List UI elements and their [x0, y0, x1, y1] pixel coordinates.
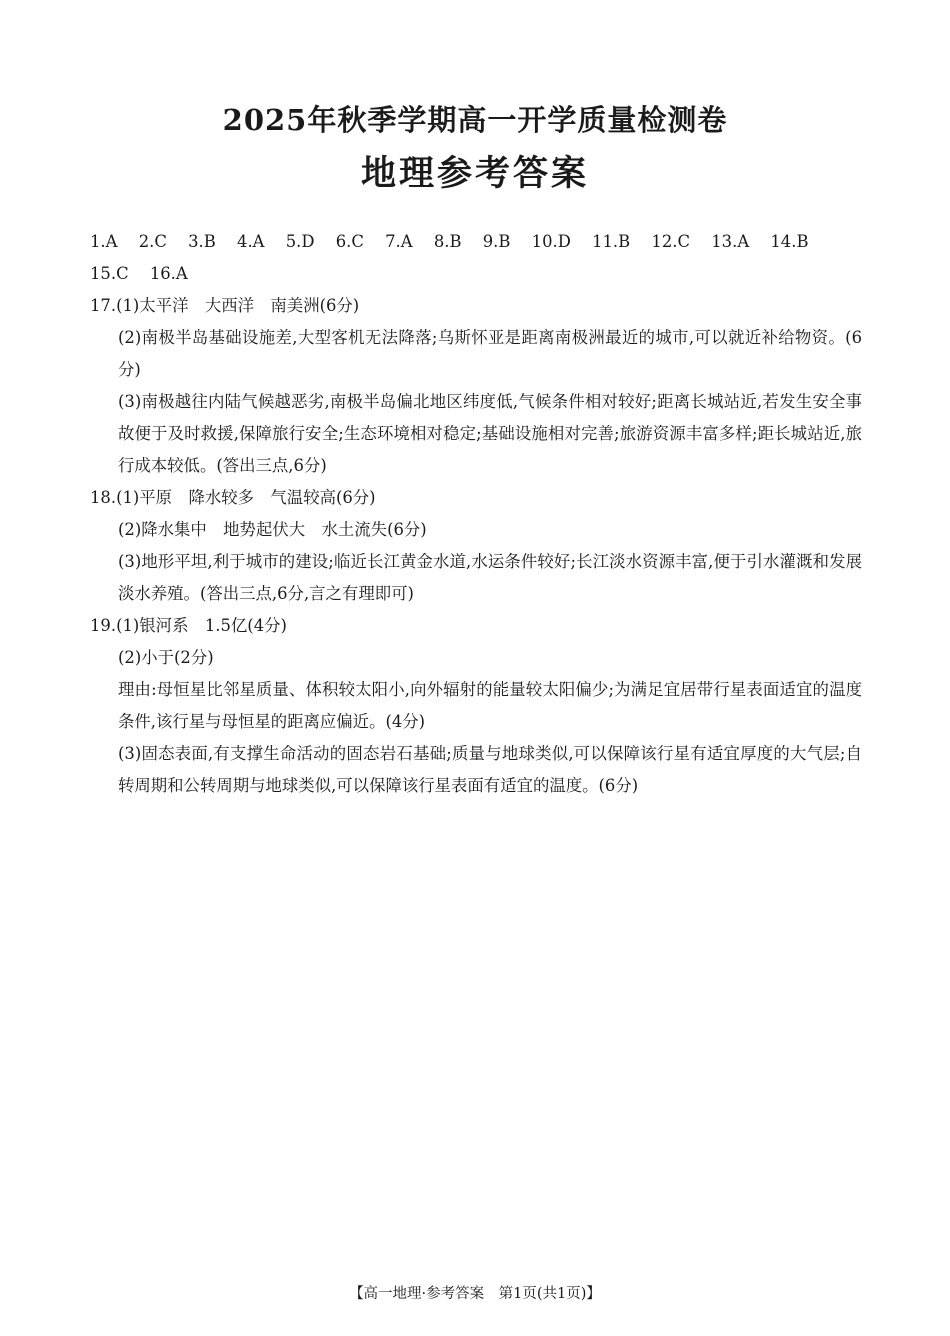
mc-answer: 6.C [335, 232, 364, 251]
q18-part1: 18.(1)平原 降水较多 气温较高(6分) [90, 488, 376, 507]
page-subtitle: 地理参考答案 [360, 153, 589, 194]
page-title: 2025年秋季学期高一开学质量检测卷 [222, 103, 728, 137]
q17-part2: (2)南极半岛基础设施差,大型客机无法降落;乌斯怀亚是距离南极洲最近的城市,可以就近补给物资。(6分) [118, 328, 862, 379]
mc-answer: 10.D [531, 232, 571, 251]
q19-part1: 19.(1)银河系 1.5亿(4分) [90, 616, 287, 635]
q18-part3: (3)地形平坦,利于城市的建设;临近长江黄金水道,水运条件较好;长江淡水资源丰富,便于引水灌溉和发展淡水养殖。(答出三点,6分,言之有理即可) [118, 552, 862, 603]
q18-part2: (2)降水集中 地势起伏大 水土流失(6分) [118, 520, 427, 539]
q17-part1: 17.(1)太平洋 大西洋 南美洲(6分) [90, 296, 360, 315]
mc-answer: 13.A [711, 232, 750, 251]
mc-answer: 9.B [482, 232, 511, 251]
mc-answer: 3.B [188, 232, 216, 251]
mc-answer: 16.A [149, 264, 188, 283]
mc-answer: 7.A [385, 232, 413, 251]
mc-answers-line-1 [90, 226, 862, 258]
q19-part3: (3)固态表面,有支撑生命活动的固态岩石基础;质量与地球类似,可以保障该行星有适宜厚度的大气层;自转周期和公转周期与地球类似,可以保障该行星表面有适宜的温度。(6分) [118, 744, 862, 795]
page-footer: 【高一地理·参考答案 第1页(共1页)】 [349, 1286, 601, 1302]
mc-answer: 1.A [90, 232, 118, 251]
mc-answers-line-2 [90, 258, 862, 290]
mc-answer: 5.D [285, 232, 315, 251]
mc-answer: 8.B [433, 232, 462, 251]
mc-answer: 2.C [138, 232, 167, 251]
mc-answer: 11.B [592, 232, 631, 251]
mc-answer: 14.B [770, 232, 809, 251]
q17-part3: (3)南极越往内陆气候越恶劣,南极半岛偏北地区纬度低,气候条件相对较好;距离长城站近,若发生安全事故便于及时救援,保障旅行安全;生态环境相对稳定;基础设施相对完善;旅游资源丰富多样;距长城站近,旅行成本较低。(答出三点,6分) [118, 392, 862, 475]
q19-part2: (2)小于(2分) [118, 648, 214, 667]
q19-part2-reason: 理由:母恒星比邻星质量、体积较太阳小,向外辐射的能量较太阳偏少;为满足宜居带行星表面适宜的温度条件,该行星与母恒星的距离应偏近。(4分) [118, 680, 862, 731]
answer-content [90, 226, 862, 802]
mc-answer: 12.C [651, 232, 691, 251]
mc-answer: 4.A [237, 232, 265, 251]
mc-answer: 15.C [90, 264, 129, 283]
